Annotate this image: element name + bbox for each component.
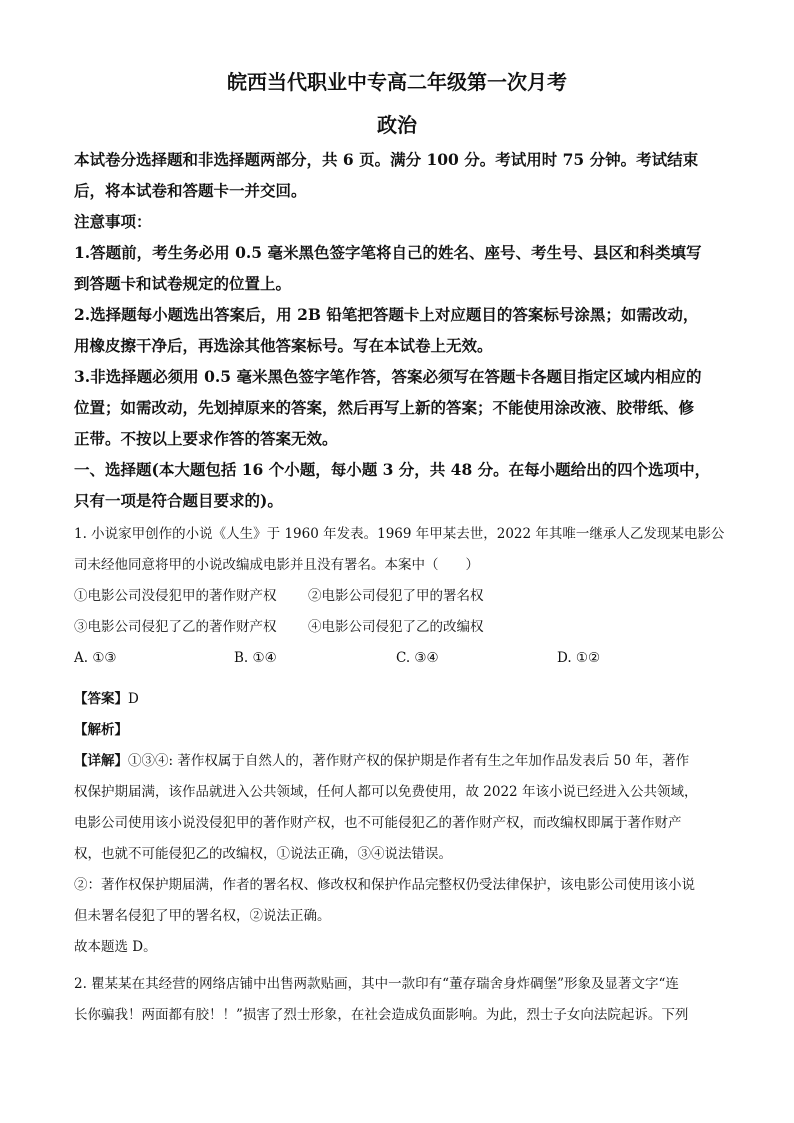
conclusion-line: 故本题选 D。 [74, 939, 157, 955]
detail-line: 权，也就不可能侵犯乙的改编权，①说法正确，③④说法错误。 [74, 846, 452, 862]
option-a: A. ①③ [74, 650, 117, 666]
intro-line: 后，将本试卷和答题卡一并交回。 [74, 181, 307, 200]
option-d: D. ①② [557, 650, 601, 666]
detail-line [74, 746, 724, 777]
notice-line: 2.选择题每小题选出答案后，用 2B 铅笔把答题卡上对应题目的答案标号涂黑；如需改动， [74, 305, 699, 324]
question-stem: 2. 瞿某某在其经营的网络店铺中出售两款贴画，其中一款印有“董存瑞舍身炸碉堡”形象及显著文字“连 [74, 976, 679, 992]
notice-line: 到答题卡和试卷规定的位置上。 [74, 274, 292, 293]
statement: ①电影公司没侵犯甲的著作财产权 [74, 588, 277, 604]
instructions [74, 144, 724, 516]
notice-line: 3.非选择题必须用 0.5 毫米黑色签字笔作答，答案必须写在答题卡各题目指定区域内相应的 [74, 367, 702, 386]
question-stem: 1. 小说家甲创作的小说《人生》于 1960 年发表。1969 年甲某去世，2022 年其唯一继承人乙发现某电影公 [74, 526, 725, 542]
section-heading: 只有一项是符合题目要求的)。 [74, 491, 283, 510]
option-b: B. ①④ [234, 650, 277, 666]
notice-heading: 注意事项： [74, 212, 152, 231]
notice-line: 1.答题前，考生务必用 0.5 毫米黑色签字笔将自己的姓名、座号、考生号、县区和科类填写 [74, 243, 702, 262]
section-heading: 一、选择题(本大题包括 16 个小题，每小题 3 分，共 48 分。在每小题给出的四个选项中， [74, 460, 711, 479]
detail-tag: 【详解】 [74, 753, 128, 769]
notice-line: 用橡皮擦干净后，再选涂其他答案标号。写在本试卷上无效。 [74, 336, 493, 355]
answer-line [74, 684, 724, 715]
detail-text: ①③④: 著作权属于自然人的，著作财产权的保护期是作者有生之年加作品发表后 50 年，著作 [128, 753, 690, 769]
statement: ③电影公司侵犯了乙的著作财产权 [74, 619, 277, 635]
question-1 [74, 519, 724, 963]
intro-line: 本试卷分选择题和非选择题两部分，共 6 页。满分 100 分。考试用时 75 分钟。考试结束 [74, 150, 699, 169]
analysis-label: 【解析】 [74, 722, 128, 738]
answer-value: D [128, 691, 139, 707]
option-c: C. ③④ [396, 650, 439, 666]
question-stem: 长你骗我！两面都有胶！！”损害了烈士形象，在社会造成负面影响。为此，烈士子女向法院起诉。下列 [74, 1007, 689, 1023]
statement-row [74, 581, 724, 612]
statement: ④电影公司侵犯了乙的改编权 [308, 619, 484, 635]
question-stem: 司未经他同意将甲的小说改编成电影并且没有署名。本案中（ ） [74, 557, 479, 573]
subject-title: 政治 [377, 113, 417, 137]
detail-line: ②：著作权保护期届满，作者的署名权、修改权和保护作品完整权仍受法律保护，该电影公司使用该小说 [74, 877, 695, 893]
notice-line: 正带。不按以上要求作答的答案无效。 [74, 429, 338, 448]
statement-row [74, 612, 724, 643]
options-row [74, 643, 724, 674]
question-2 [74, 969, 724, 1031]
notice-line: 位置；如需改动，先划掉原来的答案，然后再写上新的答案；不能使用涂改液、胶带纸、修 [74, 398, 695, 417]
statement: ②电影公司侵犯了甲的署名权 [308, 588, 484, 604]
detail-line: 电影公司使用该小说没侵犯甲的著作财产权，也不可能侵犯乙的著作财产权，而改编权即属于著作财产 [74, 815, 682, 831]
detail-line: 但未署名侵犯了甲的署名权，②说法正确。 [74, 908, 331, 924]
analysis-tag [74, 715, 724, 746]
exam-title: 皖西当代职业中专高二年级第一次月考 [227, 70, 567, 94]
answer-tag: 【答案】 [74, 691, 128, 707]
detail-line: 权保护期届满，该作品就进入公共领域，任何人都可以免费使用，故 2022 年该小说已经进入公共领域， [74, 784, 698, 800]
